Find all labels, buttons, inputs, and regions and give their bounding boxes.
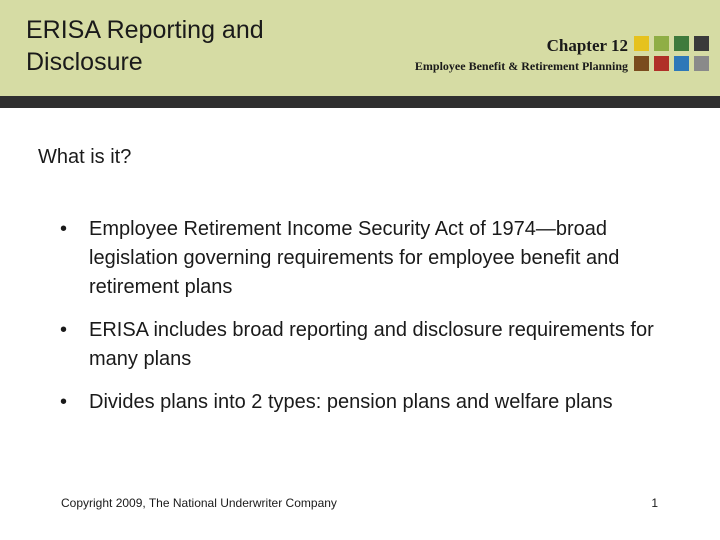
header-bar [0, 0, 720, 96]
chapter-label: Chapter 12 [546, 36, 628, 55]
square-3 [674, 36, 689, 51]
footer-copyright: Copyright 2009, The National Underwriter Company [61, 496, 337, 510]
square-6 [654, 56, 669, 71]
bullet-item [60, 316, 660, 374]
square-4 [694, 36, 709, 51]
bullet-text: Employee Retirement Income Security Act of 1974—broad legislation governing requirements for employee benefit and retirement plans [89, 218, 620, 298]
bullet-marker: • [60, 391, 68, 413]
section-question: What is it? [38, 146, 132, 168]
bullet-text: ERISA includes broad reporting and disclosure requirements for many plans [89, 319, 654, 370]
square-2 [654, 36, 669, 51]
bullet-list [60, 215, 660, 431]
page-number: 1 [651, 496, 658, 510]
bullet-marker: • [60, 218, 68, 240]
decorative-squares [634, 36, 710, 72]
bullet-item [60, 215, 660, 302]
course-subtitle: Employee Benefit & Retirement Planning [414, 59, 628, 73]
header-divider [0, 96, 720, 108]
square-5 [634, 56, 649, 71]
bullet-item [60, 388, 660, 417]
bullet-marker: • [60, 319, 68, 341]
bullet-text: Divides plans into 2 types: pension plans and welfare plans [89, 391, 613, 413]
slide-title: ERISA Reporting and Disclosure [26, 16, 264, 76]
square-1 [634, 36, 649, 51]
square-8 [694, 56, 709, 71]
square-7 [674, 56, 689, 71]
